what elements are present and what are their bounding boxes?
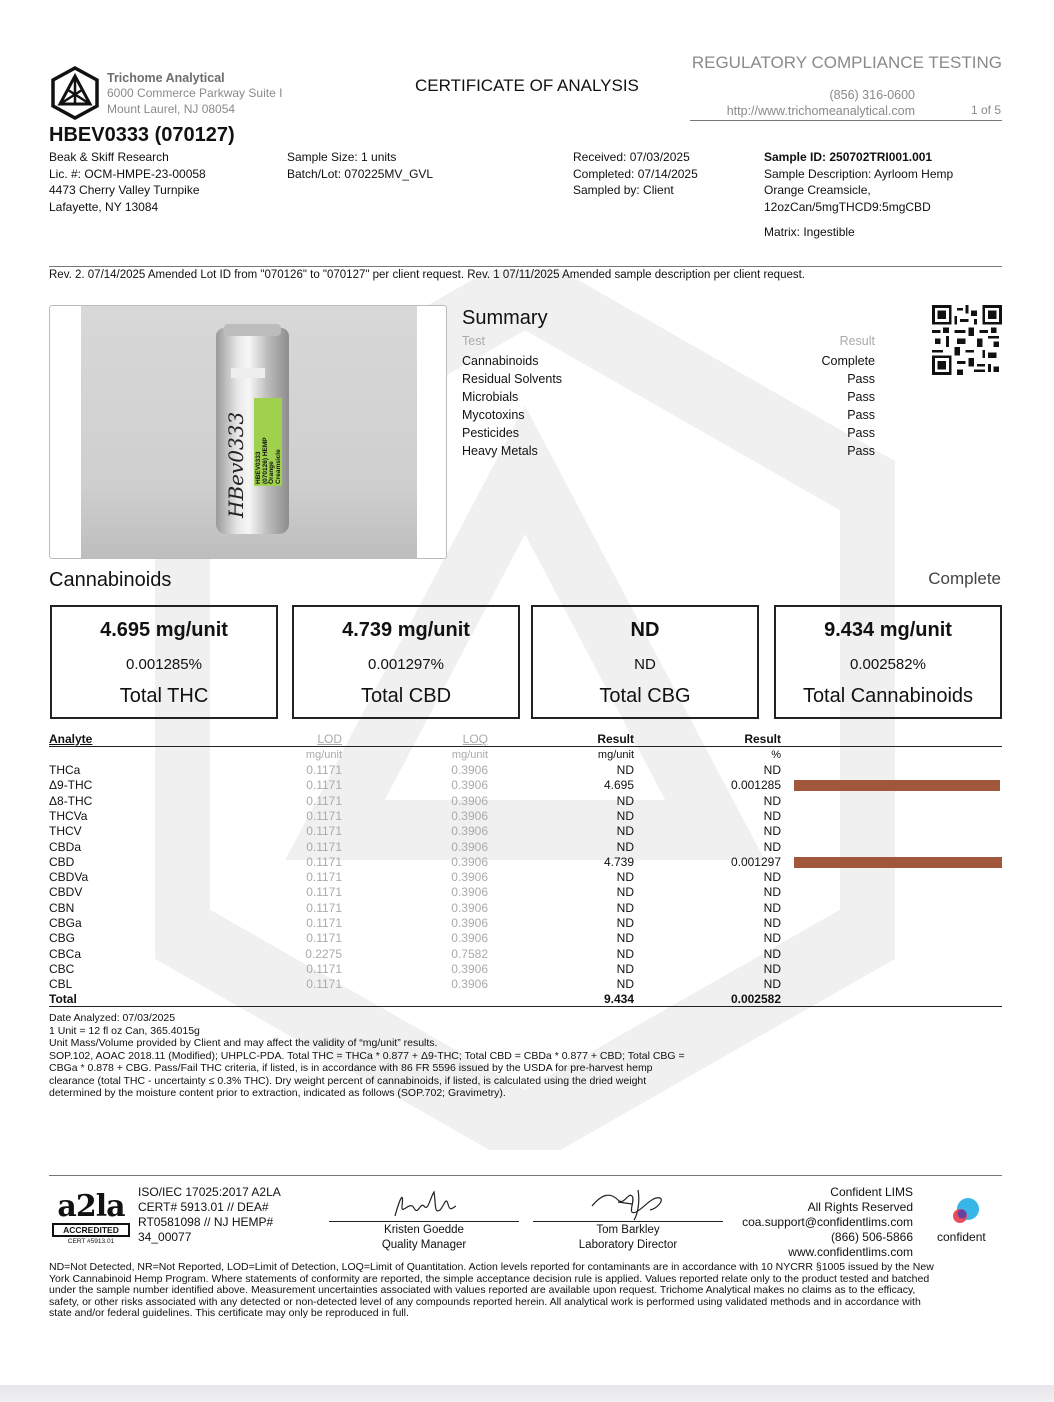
can-body bbox=[216, 328, 289, 534]
total-pct: 0.002582 bbox=[730, 992, 781, 1006]
analyte-lod: 0.1171 bbox=[306, 824, 342, 839]
analyte-result: ND bbox=[616, 808, 634, 823]
note-line: CBGa * 0.878 + CBG. Pass/Fail THC criteria, if listed, is in accordance with 86 FR 5596 issued by the USDA for pre-harvest hemp bbox=[49, 1062, 653, 1074]
analyte-lod: 0.1171 bbox=[306, 763, 342, 777]
analyte-result: ND bbox=[616, 763, 634, 777]
analyte-name: Δ8-THC bbox=[49, 793, 93, 808]
unit-lod: mg/unit bbox=[305, 749, 342, 761]
summary-test: Heavy Metals bbox=[462, 444, 538, 458]
analyte-result-pct: ND bbox=[763, 916, 781, 930]
can-rim bbox=[224, 324, 281, 336]
summary-header bbox=[462, 334, 875, 352]
sample-description-2: Orange Creamsicle, bbox=[764, 183, 871, 197]
accreditation-line-4: 34_00077 bbox=[138, 1230, 192, 1244]
analyte-result-pct: ND bbox=[763, 885, 781, 900]
analyte-lod: 0.1171 bbox=[306, 808, 342, 823]
table-row bbox=[49, 855, 1002, 870]
analyte-lod: 0.1171 bbox=[306, 793, 342, 808]
trichome-logo bbox=[50, 66, 100, 120]
summary-result: Complete bbox=[821, 354, 875, 368]
disclaimer-line: York Cannabinoid Hemp Program. Where statements of conformity are reported, the simple acceptance decision rule is applied. Values reported relate only to the product tested and batched bbox=[49, 1272, 930, 1285]
table-row bbox=[49, 778, 1002, 793]
analyte-result: ND bbox=[616, 946, 634, 961]
signature-quality-manager bbox=[390, 1188, 460, 1222]
lab-website[interactable]: http://www.trichomeanalytical.com bbox=[726, 104, 915, 118]
table-row bbox=[49, 840, 1002, 855]
lab-address-1: 6000 Commerce Parkway Suite I bbox=[107, 86, 283, 100]
completed-date: Completed: 07/14/2025 bbox=[573, 166, 698, 181]
total-thc-pct: 0.001285% bbox=[126, 656, 202, 673]
analyte-name: CBCa bbox=[49, 946, 82, 961]
cannabinoids-title: Cannabinoids bbox=[49, 569, 172, 591]
analyte-result-pct: ND bbox=[763, 839, 781, 854]
analyte-name: CBL bbox=[49, 977, 73, 992]
doc-title: CERTIFICATE OF ANALYSIS bbox=[415, 76, 639, 95]
analyte-name: THCa bbox=[49, 763, 81, 777]
analyte-loq: 0.3906 bbox=[451, 824, 488, 839]
table-row bbox=[49, 824, 1002, 839]
batch-lot: Batch/Lot: 070225MV_GVL bbox=[287, 166, 434, 181]
page-indicator: 1 of 5 bbox=[970, 103, 1001, 117]
table-bottom-divider bbox=[49, 1006, 1002, 1007]
analyte-result-pct: 0.001285 bbox=[730, 778, 781, 793]
col-analyte: Analyte bbox=[49, 732, 93, 746]
analyte-loq: 0.3906 bbox=[451, 870, 488, 885]
analyte-result-pct: ND bbox=[763, 870, 781, 885]
accreditation-line-1: ISO/IEC 17025:2017 A2LA bbox=[138, 1185, 281, 1199]
analyte-loq: 0.3906 bbox=[451, 977, 488, 992]
disclaimer-line: ND=Not Detected, NR=Not Reported, LOD=Limit of Detection, LOQ=Limit of Quantitation. Action levels reported for contaminants are in accordance with 10 NYCRR §1005 issued by the New bbox=[49, 1261, 934, 1273]
analyte-lod: 0.1171 bbox=[306, 839, 342, 854]
can-label-line-4: Creamsicle bbox=[274, 449, 282, 484]
summary-result: Pass bbox=[847, 444, 875, 458]
note-line: Unit Mass/Volume provided by Client and may affect the validity of “mg/unit” results. bbox=[49, 1037, 438, 1049]
total-thc-value: 4.695 mg/unit bbox=[100, 619, 228, 641]
analyte-loq: 0.3906 bbox=[451, 900, 488, 915]
col-lod: LOD bbox=[317, 732, 342, 746]
total-cbg-box bbox=[531, 605, 759, 719]
sample-description-1: Sample Description: Ayrloom Hemp bbox=[764, 166, 954, 181]
note-line: determined by the moisture content prior to extraction, indicated as follows (SOP.702; Gravimetry). bbox=[49, 1087, 506, 1099]
summary-row bbox=[462, 408, 875, 426]
sample-description-3: 12ozCan/5mgTHCD9:5mgCBD bbox=[764, 199, 931, 214]
summary-result: Pass bbox=[847, 390, 875, 404]
analyte-result-pct: ND bbox=[763, 946, 781, 961]
summary-row bbox=[462, 390, 875, 408]
signer-2 bbox=[533, 1223, 723, 1253]
analyte-loq: 0.3906 bbox=[451, 961, 488, 976]
a2la-accredited: ACCREDITED bbox=[52, 1223, 130, 1237]
analyte-loq: 0.3906 bbox=[451, 839, 488, 854]
col-result: Result bbox=[597, 732, 634, 746]
table-row bbox=[49, 794, 1002, 809]
disclaimer bbox=[49, 1262, 1009, 1320]
analyte-loq: 0.3906 bbox=[451, 808, 488, 823]
summary-test: Pesticides bbox=[462, 426, 519, 440]
total-label: Total bbox=[49, 992, 77, 1006]
summary-result-header: Result bbox=[839, 334, 875, 348]
analyte-bar bbox=[794, 857, 1002, 868]
dates-block bbox=[573, 149, 698, 199]
can-label-line-2: (070126) HEMP bbox=[261, 437, 269, 484]
lims-website[interactable]: www.confidentlims.com bbox=[788, 1245, 913, 1259]
revision-note: Rev. 2. 07/14/2025 Amended Lot ID from "070126" to "070127" per client request. Rev. 1 07/11/2025 Amended sample description per client request. bbox=[49, 269, 805, 281]
table-row bbox=[49, 870, 1002, 885]
analyte-lod: 0.2275 bbox=[305, 946, 342, 961]
signer-1-title: Quality Manager bbox=[381, 1239, 467, 1251]
note-line: SOP.102, AOAC 2018.11 (Modified); UHPLC-PDA. Total THC = THCa * 0.877 + Δ9-THC; Total CBD = CBDa * 0.877 + CBD; Total CBG = bbox=[49, 1049, 685, 1062]
sample-title: HBEV0333 (070127) bbox=[49, 124, 235, 146]
table-header-divider bbox=[49, 746, 1002, 747]
signer-2-title: Laboratory Director bbox=[578, 1239, 678, 1251]
summary-test-header: Test bbox=[462, 334, 485, 348]
total-cbd-value: 4.739 mg/unit bbox=[342, 619, 470, 641]
total-thc-label: Total THC bbox=[119, 685, 209, 707]
lims-line-2: All Rights Reserved bbox=[807, 1200, 913, 1214]
summary-row bbox=[462, 354, 875, 372]
analyte-result: ND bbox=[616, 885, 634, 900]
analyte-result: ND bbox=[616, 961, 634, 976]
can-label-line-1: HBEV0333 bbox=[255, 451, 262, 484]
analyte-result-pct: ND bbox=[763, 977, 781, 992]
summary-result: Pass bbox=[847, 426, 875, 440]
total-cannabinoids-box bbox=[774, 605, 1002, 719]
can-label bbox=[254, 398, 282, 486]
unit-result: mg/unit bbox=[597, 749, 634, 761]
analyte-name: CBD bbox=[49, 854, 75, 869]
analyte-lod: 0.1171 bbox=[306, 778, 342, 793]
analyte-lod: 0.1171 bbox=[306, 931, 342, 946]
table-row bbox=[49, 885, 1002, 900]
analyte-lod: 0.1171 bbox=[306, 854, 342, 869]
analyte-loq: 0.7582 bbox=[451, 946, 488, 961]
unit-result-pct: % bbox=[771, 749, 781, 761]
analyte-result: ND bbox=[616, 870, 634, 885]
total-cannabinoids-label: Total Cannabinoids bbox=[802, 685, 974, 707]
lims-phone: (866) 506-5866 bbox=[830, 1230, 913, 1244]
analyte-result-pct: ND bbox=[763, 763, 781, 777]
client-license: Lic. #: OCM-HMPE-23-00058 bbox=[49, 166, 206, 181]
analyte-bar bbox=[794, 780, 1000, 791]
analyte-name: CBDV bbox=[49, 885, 83, 900]
unit-loq: mg/unit bbox=[451, 749, 488, 761]
analyte-lod: 0.1171 bbox=[306, 961, 342, 976]
analyte-name: Δ9-THC bbox=[49, 778, 93, 793]
info-divider bbox=[49, 266, 1002, 267]
analyte-result: ND bbox=[616, 793, 634, 808]
analyte-result-pct: ND bbox=[763, 808, 781, 823]
qr-code[interactable] bbox=[932, 305, 1002, 375]
a2la-cert-small: CERT #5913.01 bbox=[67, 1238, 115, 1245]
table-row bbox=[49, 916, 1002, 931]
signer-2-name: Tom Barkley bbox=[596, 1224, 660, 1236]
analyte-name: CBDa bbox=[49, 839, 82, 854]
analyte-name: THCV bbox=[49, 824, 82, 839]
analyte-lod: 0.1171 bbox=[306, 977, 342, 992]
client-address-1: 4473 Cherry Valley Turnpike bbox=[49, 183, 200, 197]
table-total-row bbox=[49, 992, 1002, 1007]
confident-logo-text: confident bbox=[937, 1230, 986, 1244]
confident-logo-icon bbox=[948, 1196, 986, 1228]
lab-info bbox=[107, 71, 282, 117]
disclaimer-line: state and/or federal guidelines. This certificate may only be reproduced in full. bbox=[49, 1307, 409, 1320]
analyte-name: CBG bbox=[49, 931, 76, 946]
note-line: Date Analyzed: 07/03/2025 bbox=[49, 1012, 176, 1024]
total-cbg-pct: ND bbox=[634, 656, 656, 673]
analyte-name: CBN bbox=[49, 900, 75, 915]
sample-id-block bbox=[764, 149, 953, 241]
accreditation-block bbox=[138, 1185, 281, 1245]
analyte-loq: 0.3906 bbox=[451, 763, 488, 777]
cannabinoids-status: Complete bbox=[928, 569, 1001, 588]
col-result-pct: Result bbox=[744, 732, 781, 746]
client-name: Beak & Skiff Research bbox=[49, 150, 169, 164]
analyte-result-pct: ND bbox=[763, 793, 781, 808]
signer-1 bbox=[329, 1223, 519, 1253]
lab-phone: (856) 316-0600 bbox=[829, 88, 915, 102]
table-row bbox=[49, 763, 1002, 778]
analyte-name: CBC bbox=[49, 961, 75, 976]
received-date: Received: 07/03/2025 bbox=[573, 150, 690, 164]
analyte-lod: 0.1171 bbox=[306, 885, 342, 900]
a2la-mark: a2la bbox=[57, 1189, 125, 1224]
analyte-name: CBGa bbox=[49, 916, 82, 930]
total-cannabinoids-value: 9.434 mg/unit bbox=[824, 619, 952, 641]
analyte-loq: 0.3906 bbox=[451, 793, 488, 808]
table-row bbox=[49, 962, 1002, 977]
lab-address-2: Mount Laurel, NJ 08054 bbox=[107, 102, 236, 116]
analyte-result: ND bbox=[616, 900, 634, 915]
can-handwriting: HBev0333 bbox=[224, 411, 248, 518]
summary-test: Residual Solvents bbox=[462, 372, 563, 386]
analyte-result: ND bbox=[616, 916, 634, 930]
tagline: REGULATORY COMPLIANCE TESTING bbox=[691, 53, 1002, 72]
total-result: 9.434 bbox=[603, 992, 634, 1006]
analyte-loq: 0.3906 bbox=[451, 778, 488, 793]
signature-line-2 bbox=[533, 1221, 723, 1222]
header-divider bbox=[690, 120, 1002, 121]
lab-name: Trichome Analytical bbox=[107, 71, 225, 85]
a2la-logo bbox=[52, 1189, 130, 1250]
sample-id: Sample ID: 250702TRI001.001 bbox=[764, 150, 933, 164]
analyte-result-pct: ND bbox=[763, 931, 781, 946]
can-label-line-3: Orange bbox=[268, 461, 275, 484]
sample-size: Sample Size: 1 units bbox=[287, 150, 397, 164]
client-address-2: Lafayette, NY 13084 bbox=[49, 199, 159, 214]
lims-line-1: Confident LIMS bbox=[830, 1185, 913, 1199]
analyte-result-pct: ND bbox=[763, 900, 781, 915]
total-cannabinoids-pct: 0.002582% bbox=[850, 656, 926, 673]
note-line: 1 Unit = 12 fl oz Can, 365.4015g bbox=[49, 1024, 200, 1037]
footer-divider bbox=[49, 1175, 1002, 1176]
summary-test: Mycotoxins bbox=[462, 408, 525, 422]
summary-title: Summary bbox=[462, 307, 548, 329]
total-cbg-value: ND bbox=[630, 619, 660, 641]
client-block bbox=[49, 149, 206, 215]
sample-matrix: Matrix: Ingestible bbox=[764, 225, 855, 239]
summary-result: Pass bbox=[847, 408, 875, 422]
table-header bbox=[49, 732, 1002, 747]
analyte-result-pct: ND bbox=[763, 824, 781, 839]
table-row bbox=[49, 931, 1002, 946]
table-row bbox=[49, 809, 1002, 824]
note-line: clearance (total THC - uncertainty ≤ 0.3% THC). Dry weight percent of cannabinoids, if listed, is calculated using the dried weight bbox=[49, 1074, 647, 1087]
sample-photo bbox=[49, 305, 447, 559]
analyte-result-pct: 0.001297 bbox=[730, 854, 781, 869]
analyte-lod: 0.1171 bbox=[306, 870, 342, 885]
analyte-loq: 0.3906 bbox=[451, 854, 488, 869]
analyte-loq: 0.3906 bbox=[451, 931, 488, 946]
summary-test: Cannabinoids bbox=[462, 354, 539, 368]
accreditation-line-2: CERT# 5913.01 // DEA# bbox=[138, 1200, 269, 1214]
signature-lab-director bbox=[588, 1186, 668, 1222]
analyte-loq: 0.3906 bbox=[451, 885, 488, 900]
analyte-result: 4.695 bbox=[603, 778, 634, 793]
analyte-name: THCVa bbox=[49, 808, 88, 823]
signer-1-name: Kristen Goedde bbox=[384, 1224, 464, 1236]
analyte-name: CBDVa bbox=[49, 870, 89, 885]
sampled-by: Sampled by: Client bbox=[573, 183, 674, 197]
total-cbd-pct: 0.001297% bbox=[368, 656, 444, 673]
analyte-result: ND bbox=[616, 931, 634, 946]
total-cbd-label: Total CBD bbox=[360, 685, 452, 707]
table-units bbox=[49, 748, 1002, 763]
disclaimer-line: safety, or other risks associated with any detected or non-detected level of any compounds reported herein. All analytical work is performed using validated methods and in accordance with bbox=[49, 1295, 921, 1308]
summary-result: Pass bbox=[847, 372, 875, 386]
analyte-loq: 0.3906 bbox=[451, 916, 488, 930]
disclaimer-line: under the sample number identified above. Measurement uncertainties associated with values reported are available upon request. Trichome Analytical makes no claims as to the efficacy, bbox=[49, 1284, 916, 1297]
table-row bbox=[49, 977, 1002, 992]
can-sticker bbox=[231, 368, 265, 378]
analyte-result: ND bbox=[616, 824, 634, 839]
lims-email[interactable]: coa.support@confidentlims.com bbox=[742, 1215, 913, 1229]
analyte-result: 4.739 bbox=[603, 854, 634, 869]
signature-line-1 bbox=[329, 1221, 519, 1222]
table-row bbox=[49, 901, 1002, 916]
summary-test: Microbials bbox=[462, 390, 519, 404]
analyte-result: ND bbox=[616, 839, 634, 854]
summary-row bbox=[462, 444, 875, 462]
total-thc-box bbox=[50, 605, 278, 719]
analyte-result: ND bbox=[616, 977, 634, 992]
analyte-lod: 0.1171 bbox=[306, 900, 342, 915]
analyte-lod: 0.1171 bbox=[306, 916, 342, 930]
page-bottom-edge bbox=[0, 1385, 1054, 1402]
summary-row bbox=[462, 372, 875, 390]
total-cbd-box bbox=[292, 605, 520, 719]
method-notes bbox=[49, 1012, 749, 1100]
summary-row bbox=[462, 426, 875, 444]
table-row bbox=[49, 947, 1002, 962]
total-cbg-label: Total CBG bbox=[599, 685, 691, 707]
analyte-result-pct: ND bbox=[763, 961, 781, 976]
lims-block bbox=[742, 1185, 913, 1260]
accreditation-line-3: RT0581098 // NJ HEMP# bbox=[138, 1215, 274, 1229]
sample-size-block bbox=[287, 149, 433, 182]
col-loq: LOQ bbox=[462, 732, 488, 746]
